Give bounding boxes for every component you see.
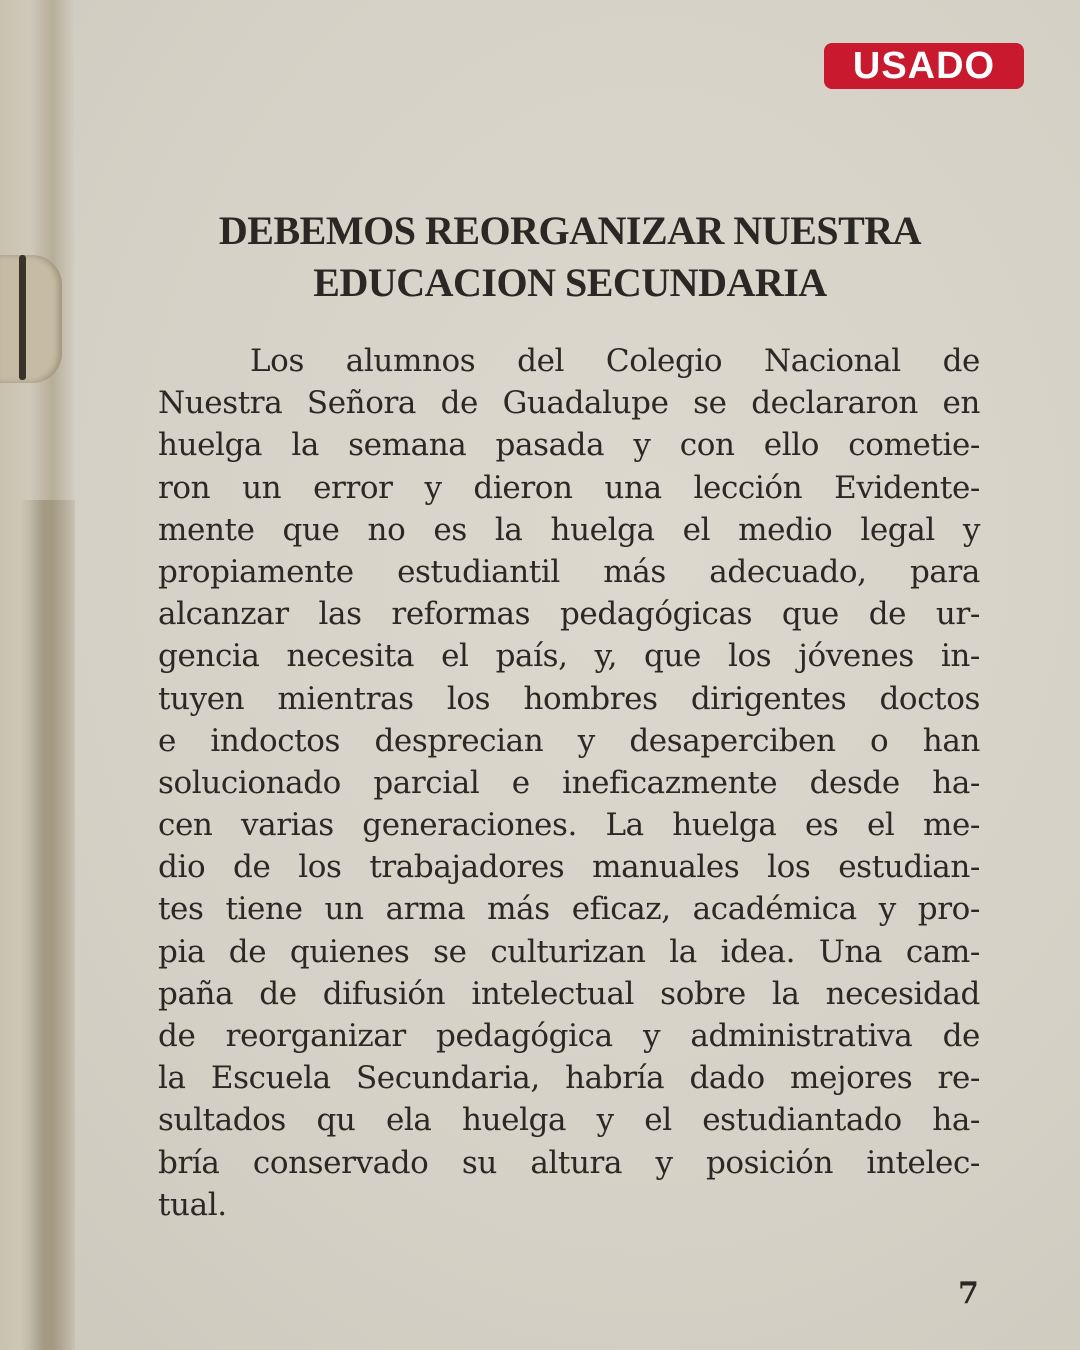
body-line: tes tiene un arma más eficaz, académica y pro- <box>158 891 980 928</box>
body-line: pia de quienes se culturizan la idea. Una cam- <box>158 933 980 970</box>
body-line: mente que no es la huelga el medio legal y <box>158 511 980 548</box>
body-line: Nuestra Señora de Guadalupe se declararon en <box>158 385 980 422</box>
body-line: cen varias generaciones. La huelga es el me- <box>158 807 980 844</box>
used-condition-badge: USADO <box>824 43 1024 89</box>
body-line: solucionado parcial e ineficazmente desde ha- <box>158 764 980 801</box>
body-line: alcanzar las reformas pedagógicas que de ur- <box>158 596 980 633</box>
title-line: EDUCACION SECUNDARIA <box>313 260 827 305</box>
article-title <box>160 205 980 309</box>
body-line: e indoctos desprecian y desaperciben o han <box>158 722 980 759</box>
body-line: dio de los trabajadores manuales los estudian- <box>158 849 980 886</box>
staple-icon <box>19 255 26 380</box>
title-line: DEBEMOS REORGANIZAR NUESTRA <box>218 208 922 253</box>
body-line: Los alumnos del Colegio Nacional de <box>250 343 980 379</box>
body-line: tual. <box>158 1186 227 1223</box>
body-line: sultados qu ela huelga y el estudiantado ha- <box>158 1102 980 1139</box>
article-body <box>158 340 980 1226</box>
torn-page-edge <box>20 500 75 1350</box>
body-line: de reorganizar pedagógica y administrativa de <box>158 1018 980 1054</box>
body-line: bría conservado su altura y posición intelec- <box>158 1144 980 1181</box>
body-line: paña de difusión intelectual sobre la necesidad <box>158 975 980 1012</box>
body-line: huelga la semana pasada y con ello cometie- <box>158 427 980 464</box>
body-line: ron un error y dieron una lección Evidente- <box>158 469 980 506</box>
body-line: la Escuela Secundaria, habría dado mejores re- <box>158 1060 980 1097</box>
body-line: propiamente estudiantil más adecuado, para <box>158 553 980 590</box>
body-line: gencia necesita el país, y, que los jóvenes in- <box>158 638 980 675</box>
body-line: tuyen mientras los hombres dirigentes doctos <box>158 680 980 717</box>
torn-paper-flap <box>0 255 62 383</box>
page-number: 7 <box>958 1276 979 1311</box>
